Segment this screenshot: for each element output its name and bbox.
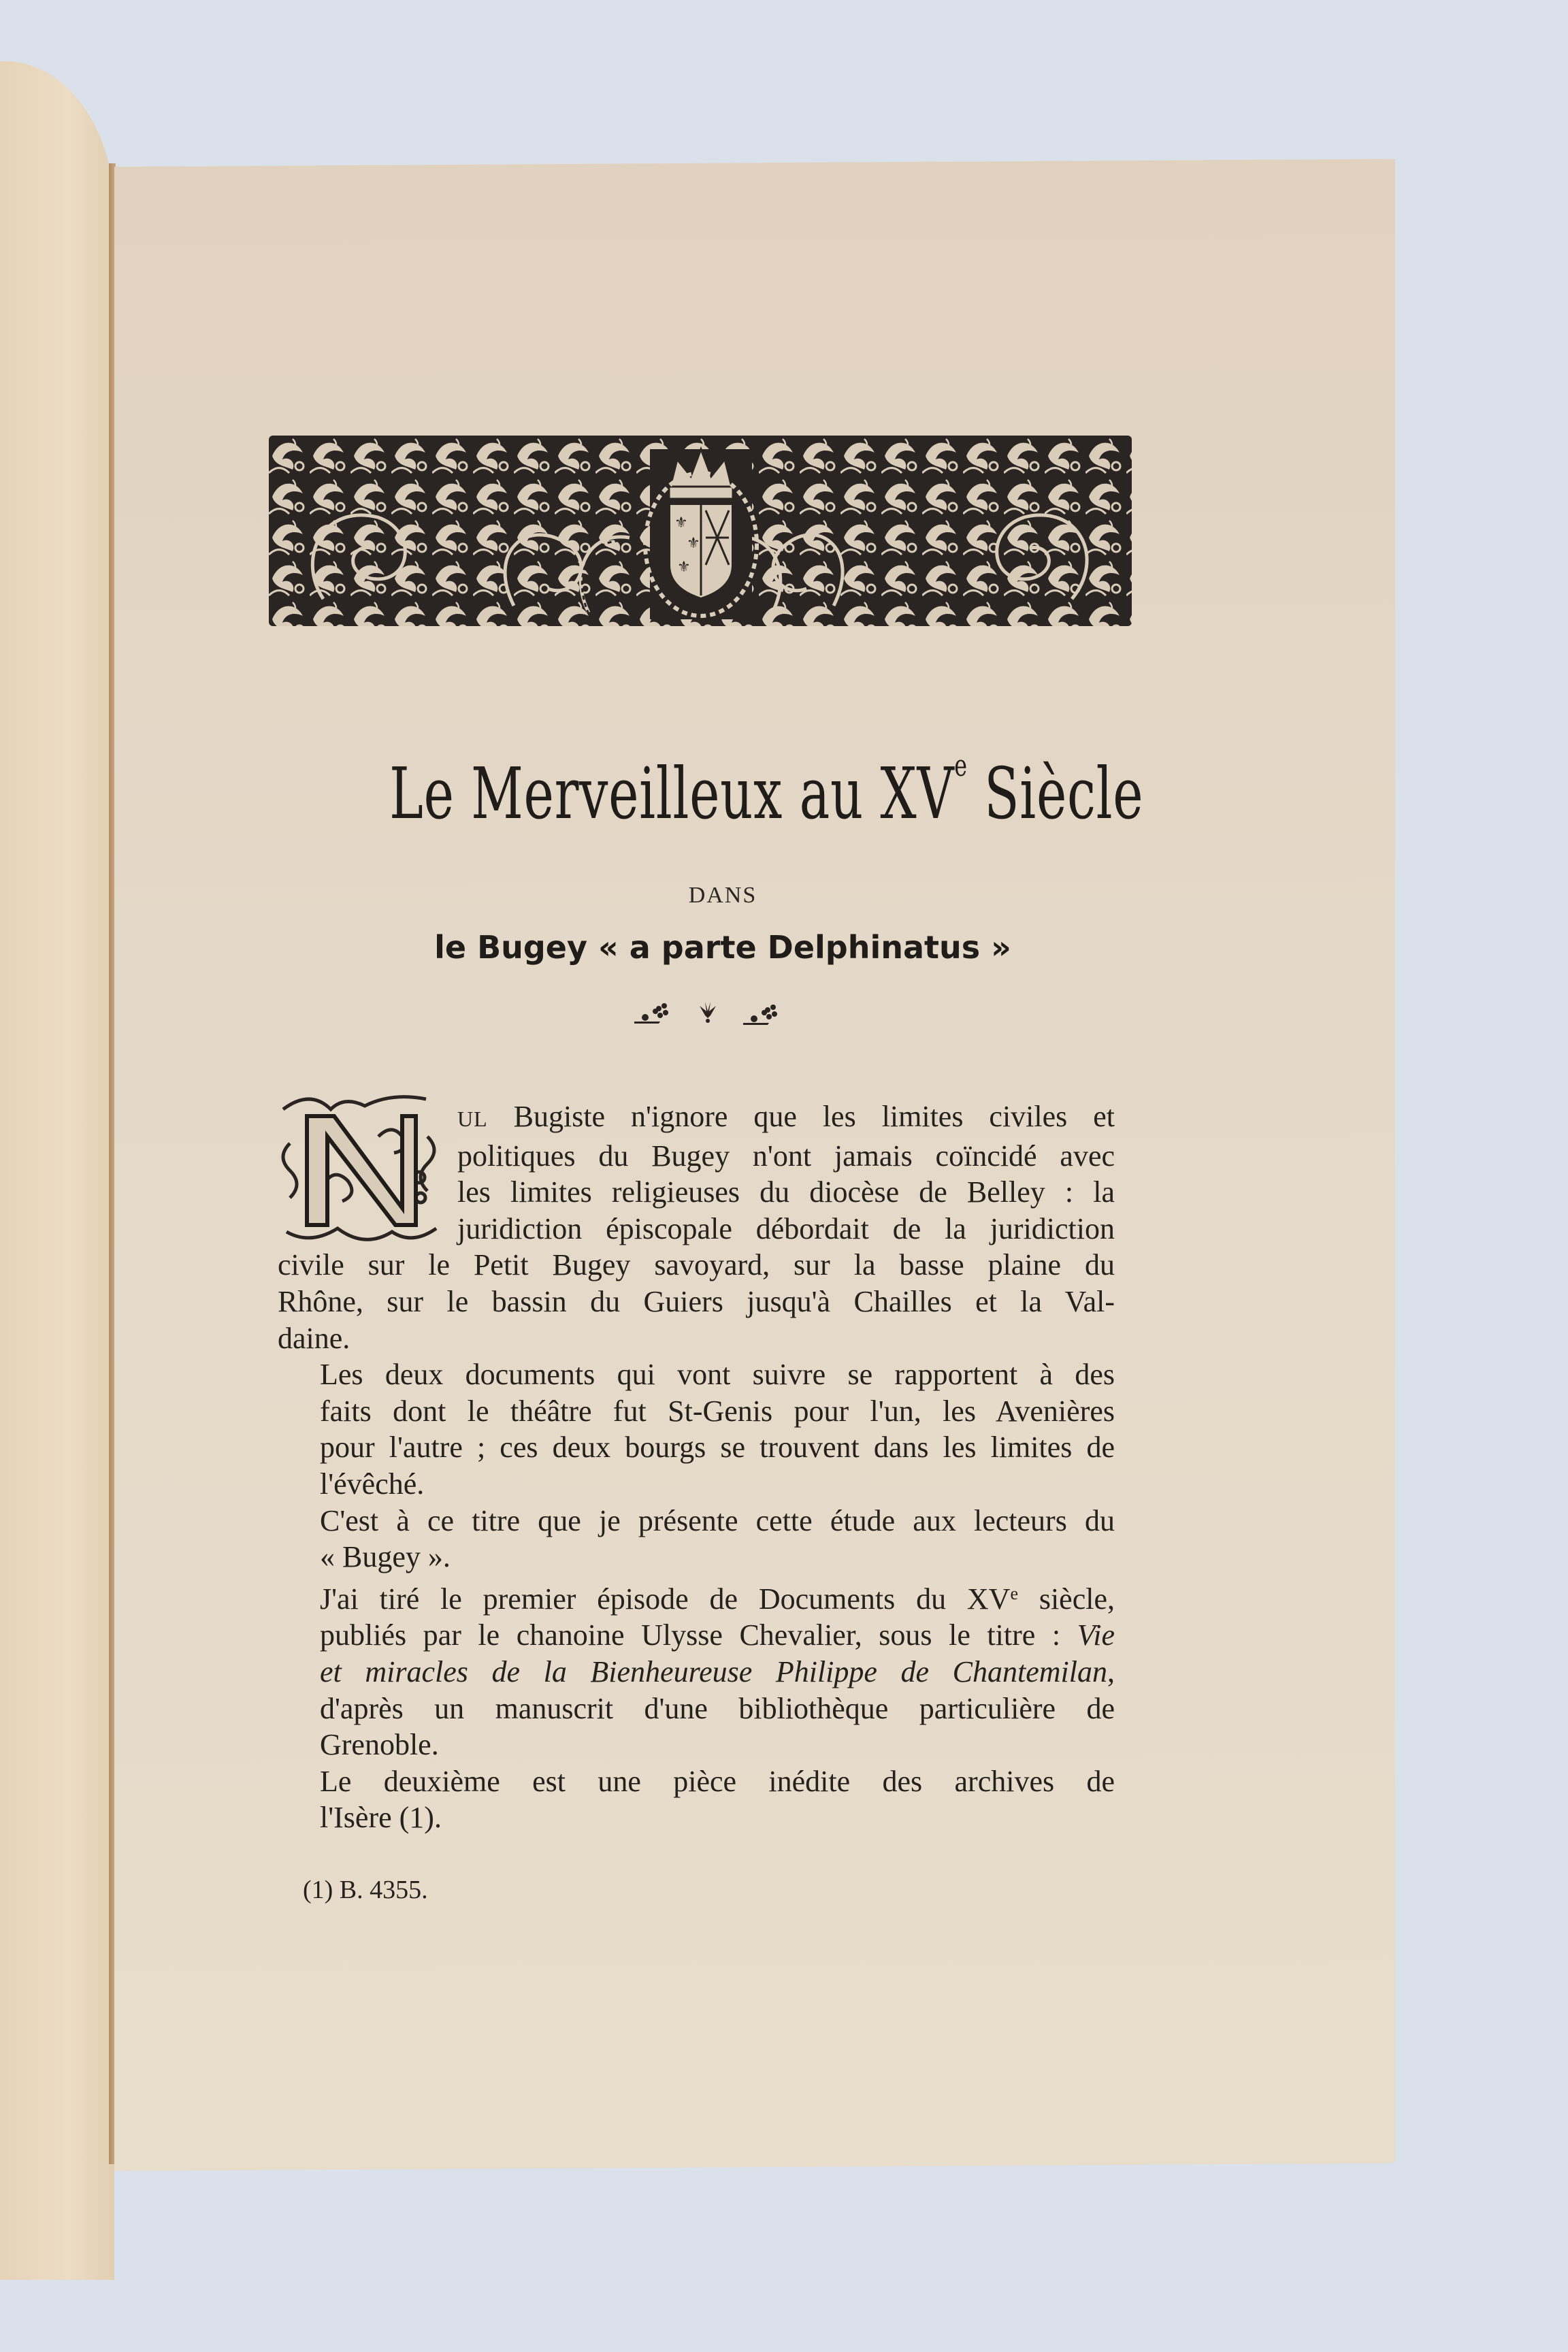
text-line: l'évêché. — [320, 1467, 425, 1501]
italic-title: Vie — [1077, 1618, 1115, 1652]
text-line: et miracles de la Bienheureuse Philippe de Chantemilan, — [320, 1654, 1115, 1688]
text-line: Le deuxième est une pièce inédite des archives de — [320, 1764, 1115, 1798]
text-line: Grenoble. — [320, 1728, 439, 1762]
text-line: l'Isère (1). — [320, 1801, 442, 1835]
title-connector: DANS — [688, 883, 757, 908]
footnote: (1) B. 4355. — [303, 1876, 428, 1904]
text-line: civile sur le Petit Bugey savoyard, sur la basse plaine du — [278, 1248, 1115, 1282]
paragraph-5 — [278, 1763, 1115, 1836]
fleuron-divider-icon — [633, 999, 783, 1026]
dropcap-initial-n-icon — [270, 1089, 448, 1247]
text-line: « Bugey ». — [320, 1540, 451, 1574]
text-line: UL Bugiste n'ignore que les limites civiles et — [457, 1100, 1115, 1133]
text-line: C'est à ce titre que je présente cette étude aux lecteurs du — [320, 1503, 1115, 1537]
text-line: pour l'autre ; ces deux bourgs se trouvent dans les limites de — [320, 1431, 1115, 1465]
text-line: juridiction épiscopale débordait de la juridiction — [457, 1211, 1115, 1245]
text-line: Les deux documents qui vont suivre se rapportent à des — [320, 1358, 1115, 1392]
headpiece-ornament-icon — [269, 436, 1132, 626]
body-text — [278, 1098, 1115, 1836]
text-line: Rhône, sur le bassin du Guiers jusqu'à Chailles et la Val- — [278, 1284, 1115, 1318]
text-line: les limites religieuses du diocèse de Belley : la — [457, 1175, 1115, 1209]
page-title: Le Merveilleux au XVe Siècle — [389, 749, 1144, 835]
paragraph-4 — [278, 1575, 1115, 1763]
text-line: politiques du Bugey n'ont jamais coïncidé avec — [457, 1139, 1115, 1173]
paragraph-2 — [278, 1356, 1115, 1502]
svg-text:⚜: ⚜ — [674, 514, 688, 532]
italic-title: et miracles de la Bienheureuse Philippe de Chantemilan — [320, 1654, 1107, 1688]
left-page — [0, 61, 114, 2280]
text-line: publiés par le chanoine Ulysse Chevalier, sous le titre : Vie — [320, 1618, 1115, 1652]
text-line: d'après un manuscrit d'une bibliothèque particulière de — [320, 1691, 1115, 1725]
text-line: J'ai tiré le premier épisode de Documents du XVe siècle, — [320, 1582, 1115, 1616]
page-subtitle: le Bugey « a parte Delphinatus » — [434, 929, 1011, 966]
text-line: daine. — [278, 1321, 350, 1355]
text-line: faits dont le théâtre fut St-Genis pour l'un, les Avenières — [320, 1394, 1115, 1428]
paragraph-3 — [278, 1503, 1115, 1575]
svg-text:⚜: ⚜ — [677, 559, 691, 576]
svg-text:⚜: ⚜ — [687, 535, 700, 552]
